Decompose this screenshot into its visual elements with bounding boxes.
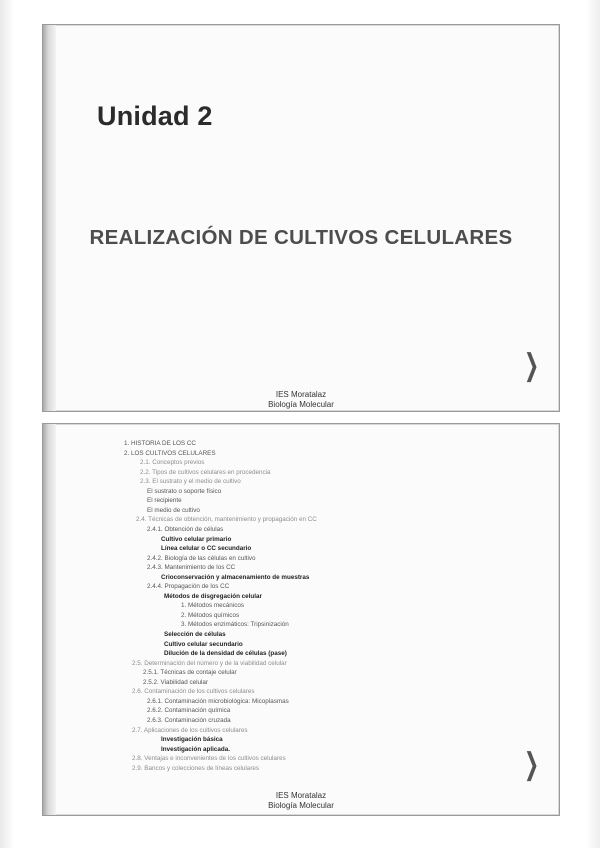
toc-item: 2.6.1. Contaminación microbiológica: Micoplasmas (147, 697, 289, 705)
toc-item: 2.5.1. Técnicas de contaje celular (143, 669, 237, 677)
slide-footer (43, 390, 559, 410)
title-slide (43, 25, 559, 411)
slide-footer (43, 791, 559, 811)
toc-item: 2.6. Contaminación de los cultivos celulares (132, 688, 255, 696)
toc-item: 2.4.1. Obtención de células (147, 525, 224, 533)
toc-item: Cultivo celular secundario (164, 640, 243, 648)
toc-item: Línea celular o CC secundario (161, 545, 252, 553)
toc-item: 2.4.3. Mantenimiento de los CC (147, 564, 236, 572)
toc-item: 2.6.2. Contaminación química (147, 707, 231, 715)
toc-item: Dilución de la densidad de células (pase) (164, 650, 287, 658)
contents-slide (43, 424, 559, 815)
toc-item: Crioconservación y almacenamiento de muestras (161, 573, 310, 581)
toc-item: Selección de células (164, 631, 226, 638)
toc-item: 2. Métodos químicos (181, 611, 240, 619)
footer-subject: Biología Molecular (268, 801, 334, 810)
toc-item: 2.3. El sustrato y el medio de cultivo (140, 478, 241, 486)
footer-school: IES Moratalaz (275, 390, 327, 399)
toc-item: 3. Métodos enzimáticos: Tripsinización (181, 621, 289, 629)
toc-item: 2.5. Determinación del número y de la viabilidad celular (132, 659, 287, 667)
toc-item: El sustrato o soporte físico (147, 487, 222, 495)
unit-title: Unidad 2 (97, 101, 213, 131)
toc-item: 2.6.3. Contaminación cruzada (147, 716, 231, 724)
toc-item: 1. Métodos mecánicos (181, 602, 244, 610)
chevron-right-icon: ❯ (524, 348, 540, 383)
toc-item: Investigación aplicada. (161, 745, 230, 753)
toc-item: El recipiente (147, 497, 182, 505)
toc-item: 2.7. Aplicaciones de los cultivos celulares (132, 726, 248, 734)
toc-item: 2.5.2. Viabilidad celular (143, 678, 208, 686)
toc-item: 2.4.4. Propagación de los CC (147, 583, 230, 591)
toc-item: 1. HISTORIA DE LOS CC (124, 440, 196, 447)
slide-title: REALIZACIÓN DE CULTIVOS CELULARES (89, 226, 513, 249)
toc-item: 2.1. Conceptos previos (140, 459, 205, 467)
toc-item: 2. LOS CULTIVOS CELULARES (124, 449, 216, 457)
toc-item: El medio de cultivo (147, 506, 200, 514)
toc-item: Métodos de disgregación celular (164, 592, 262, 600)
toc-item: 2.4.2. Biología de las células en cultivo (147, 554, 256, 562)
chevron-right-icon: ❯ (524, 747, 540, 782)
toc-item: 2.4. Técnicas de obtención, mantenimiento y propagación en CC (136, 516, 317, 524)
toc-item: Cultivo celular primario (161, 535, 232, 543)
footer-school: IES Moratalaz (275, 791, 327, 800)
toc-item: Investigación básica (161, 736, 223, 744)
toc-item: 2.2. Tipos de cultivos celulares en procedencia (140, 468, 271, 476)
toc-item: 2.8. Ventajas e inconvenientes de los cultivos celulares (132, 755, 286, 763)
footer-subject: Biología Molecular (268, 400, 334, 409)
toc-item: 2.9. Bancos y colecciones de líneas celulares (132, 764, 260, 772)
table-of-contents (43, 437, 559, 797)
